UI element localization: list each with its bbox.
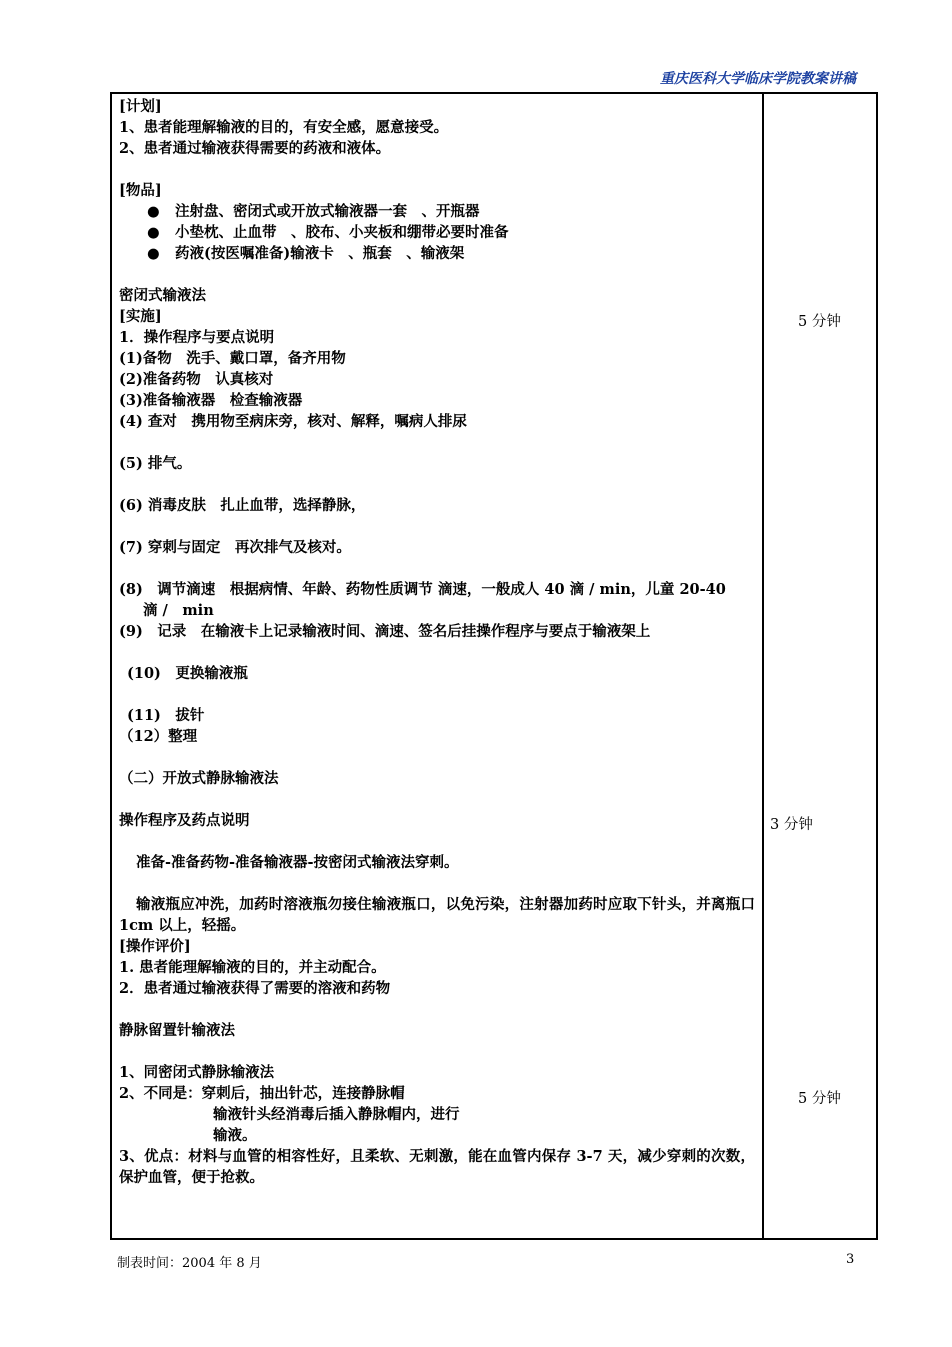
indwell-item: 3、优点：材料与血管的相容性好，且柔软、无刺激，能在血管内保存 3-7 天，减少穿刺的次数，保护血管，便于抢救。 [119,1148,755,1186]
lesson-table [110,92,878,1240]
step-item: (6) 消毒皮肤 扎止血带，选择静脉， [119,497,366,514]
step-item: (10) 更换输液瓶 [127,665,248,682]
impl-title: [实施] [119,308,162,325]
eval-item: 1. 患者能理解输液的目的，并主动配合。 [119,959,386,976]
step-item: (2)准备药物 认真核对 [119,371,274,388]
items-title: [物品] [119,182,162,199]
step-header: 1．操作程序与要点说明 [119,329,275,346]
step-item: (7) 穿刺与固定 再次排气及核对。 [119,539,351,556]
page-number: 3 [846,1252,855,1267]
bullet-icon: ● [147,203,160,220]
time-label: 5 分钟 [798,314,841,330]
column-divider [762,94,764,1238]
step-item: (3)准备输液器 检查输液器 [119,392,303,409]
plan-item: 2、患者通过输液获得需要的药液和液体。 [119,140,391,157]
time-label: 3 分钟 [770,817,813,833]
step-item: (11) 拔针 [127,707,205,724]
indwell-item: 2、不同是：穿刺后，抽出针芯，连接静脉帽 [119,1085,405,1102]
step-item-cont: 滴 / min [143,602,214,619]
list-item: ● 药液(按医嘱准备)输液卡 、瓶套 、输液架 [147,245,465,262]
content-column [119,96,755,1188]
footer-made-time: 制表时间：2004 年 8 月 [117,1256,262,1271]
step-item: (5) 排气。 [119,455,192,472]
document-header: 重庆医科大学临床学院教案讲稿 [660,71,856,87]
section-title: （二）开放式静脉输液法 [119,770,279,787]
plan-item: 1、患者能理解输液的目的，有安全感，愿意接受。 [119,119,449,136]
indwell-item: 1、同密闭式静脉输液法 [119,1064,275,1081]
step-item: (9) 记录 在输液卡上记录输液时间、滴速、签名后挂操作程序与要点于输液架上 [119,623,651,640]
plan-title: [计划] [119,98,162,115]
eval-title: [操作评价] [119,938,191,955]
list-item: ● 注射盘、密闭式或开放式输液器一套 、开瓶器 [147,203,480,220]
indwell-item-cont: 输液。 [213,1127,257,1144]
op-item: 准备-准备药物-准备输液器-按密闭式输液法穿刺。 [136,854,459,871]
time-label: 5 分钟 [798,1091,841,1107]
section-title: 操作程序及药点说明 [119,812,250,829]
step-item: (4) 查对 携用物至病床旁，核对、解释，嘱病人排尿 [119,413,467,430]
bullet-icon: ● [147,224,160,241]
list-item: ● 小垫枕、止血带 、胶布、小夹板和绷带必要时准备 [147,224,509,241]
step-item: (1)备物 洗手、戴口罩，备齐用物 [119,350,346,367]
step-item: （12）整理 [119,728,198,745]
op-item: 输液瓶应冲洗，加药时溶液瓶勿接住输液瓶口，以免污染，注射器加药时应取下针头，并离瓶口 1cm 以上，轻摇。 [119,896,755,934]
step-item: (8) 调节滴速 根据病情、年龄、药物性质调节 滴速，一般成人 40 滴 / min，儿童 20-40 [119,581,726,598]
eval-item: 2．患者通过输液获得了需要的溶液和药物 [119,980,391,997]
section-title: 密闭式输液法 [119,287,206,304]
indwell-item-cont: 输液针头经消毒后插入静脉帽内，进行 [213,1106,460,1123]
section-title: 静脉留置针输液法 [119,1022,235,1039]
bullet-icon: ● [147,245,160,262]
